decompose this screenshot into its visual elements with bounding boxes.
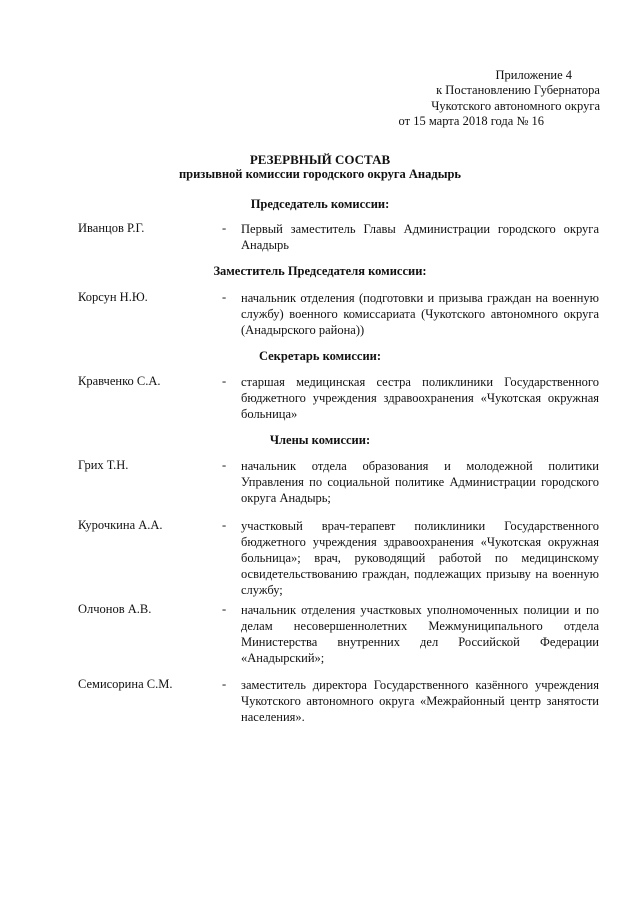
appendix-region: Чукотского автономного округа <box>431 98 600 113</box>
entry-name: Корсун Н.Ю. <box>78 290 148 304</box>
entry-name: Курочкина А.А. <box>78 518 163 532</box>
entry-name: Семисорина С.М. <box>78 677 173 691</box>
entry-dash: - <box>222 602 227 616</box>
appendix-header <box>300 68 600 130</box>
entry-description: Первый заместитель Главы Администрации городского округа Анадырь <box>241 222 599 252</box>
entry-description: начальник отделения (подготовки и призыва граждан на военную службу) военного комиссариата (Чукотского автономного округа (Анадырского района)) <box>241 291 599 337</box>
section-chairman: Председатель комиссии: <box>250 197 390 211</box>
entry-dash: - <box>222 677 227 691</box>
entry-description: старшая медицинская сестра поликлиники Государственного бюджетного учреждения здравоохранения «Чукотская окружная больница» <box>241 375 599 421</box>
entry-description: участковый врач-терапевт поликлиники Государственного бюджетного учреждения здравоохранения «Чукотская окружная больница»; врач, руководящий работой по медицинскому освидетельствованию граждан, подлежащих призыву на военную службу; <box>241 519 599 597</box>
section-deputy: Заместитель Председателя комиссии: <box>213 264 427 278</box>
entry-name: Грих Т.Н. <box>78 458 129 472</box>
document-title: РЕЗЕРВНЫЙ СОСТАВ <box>249 152 391 167</box>
entry-name: Иванцов Р.Г. <box>78 221 145 235</box>
entry-dash: - <box>222 290 227 304</box>
entry-description: начальник отдела образования и молодежной политики Управления по социальной политике Администрации городского округа Анадырь; <box>241 459 599 505</box>
appendix-date: от 15 марта 2018 года № 16 <box>398 114 544 129</box>
entry-name: Кравченко С.А. <box>78 374 161 388</box>
entry-description: начальник отделения участковых уполномоченных полиции и по делам несовершеннолетних Межмуниципального отдела Министерства внутренних дел Российской Федерации «Анадырский»; <box>241 603 599 665</box>
appendix-number: Приложение 4 <box>495 68 572 82</box>
entry-dash: - <box>222 374 227 388</box>
document-subtitle: призывной комиссии городского округа Анадырь <box>178 167 462 181</box>
entry-name: Олчонов А.В. <box>78 602 152 616</box>
entry-description: заместитель директора Государственного казённого учреждения Чукотского автономного округа «Межрайонный центр занятости населения». <box>241 678 599 724</box>
entry-dash: - <box>222 518 227 532</box>
entry-dash: - <box>222 458 227 472</box>
appendix-resolution: к Постановлению Губернатора <box>436 83 600 98</box>
entry-dash: - <box>222 221 227 235</box>
section-members: Члены комиссии: <box>269 433 371 447</box>
section-secretary: Секретарь комиссии: <box>258 349 382 363</box>
